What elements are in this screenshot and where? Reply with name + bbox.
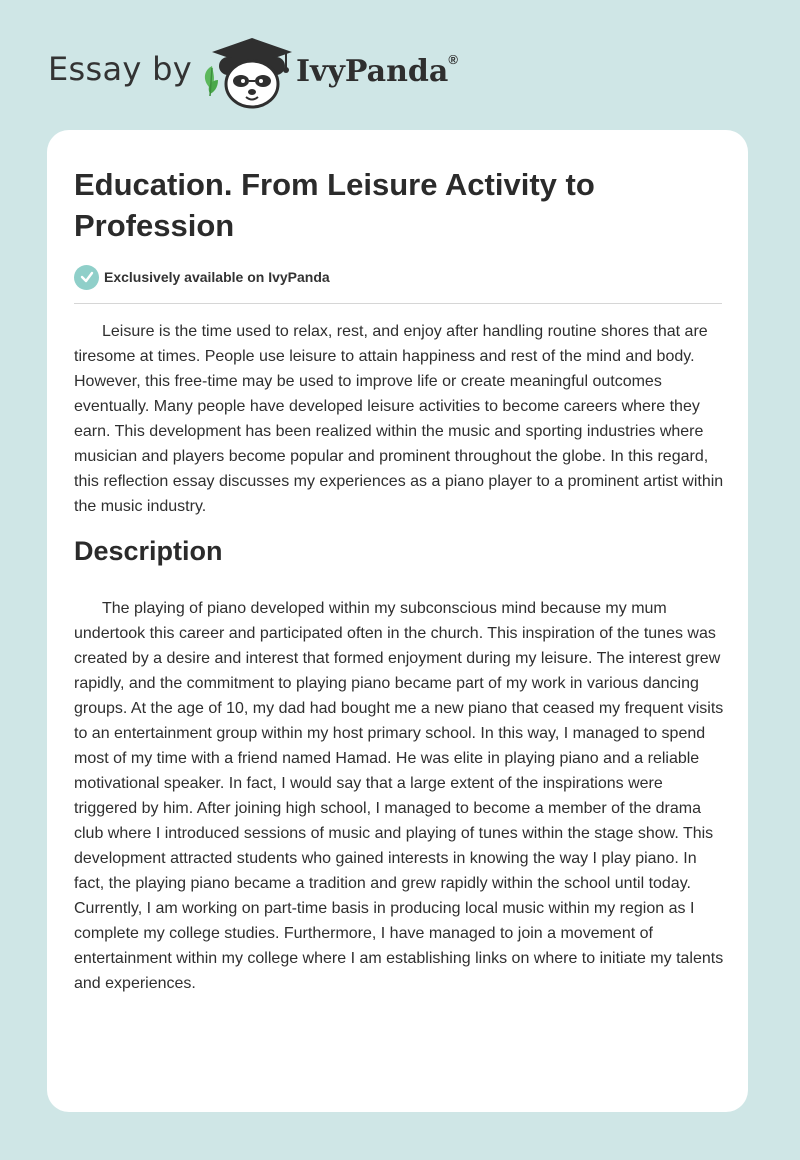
essay-title: Education. From Leisure Activity to Profession [74, 167, 595, 243]
check-icon [74, 265, 99, 290]
ivypanda-logo[interactable] [200, 36, 296, 110]
description-paragraph: The playing of piano developed within my subconscious mind because my mum undertook this career and participated often in the church. This inspiration of the tunes was created by a desire and interest that formed enjoyment during my leisure. The interest grew rapidly, and the commitment to playing piano became part of my work in various dancing groups. At the age of 10, my dad had bought me a new piano that ceased my frequent visits to an entertainment group within my host primary school. In this way, I managed to spend most of my time with a friend named Hamad. He was elite in playing piano and a reliable motivational speaker. In fact, I would say that a large extent of the inspirations were triggered by him. After joining high school, I managed to become a member of the drama club where I introduced sessions of music and playing of tunes within the stage show. This development attracted students who gained interests in knowing the way I play piano. In fact, the playing piano became a tradition and grew rapidly within the school until today. Currently, I am working on part-time basis in producing local music within my region as I complete my college studies. Furthermore, I have managed to join a movement of entertainment within my college where I am establishing links on where to initiate my talents and experiences. [74, 600, 724, 992]
exclusive-badge [74, 264, 330, 290]
exclusive-badge-label: Exclusively available on IvyPanda [104, 269, 330, 285]
brand-name: IvyPanda [296, 54, 449, 89]
intro-paragraph: Leisure is the time used to relax, rest, and enjoy after handling routine shores that are tiresome at times. People use leisure to attain happiness and rest of the mind and body. However, this free-time may be used to improve life or create meaningful outcomes eventually. Many people have developed leisure activities to become careers where they earn. This development has been realized within the music and sporting industries where musician and players become popular and prominent throughout the globe. In this regard, this reflection essay discusses my experiences as a piano player to a prominent artist within the music industry. [74, 323, 724, 515]
site-header [0, 0, 800, 130]
registered-mark: ® [448, 52, 458, 67]
essay-card [47, 130, 748, 1112]
section-heading: Description [74, 536, 223, 566]
panda-graduate-icon [200, 36, 296, 110]
ivypanda-brand[interactable] [296, 54, 458, 89]
title-divider [74, 303, 722, 304]
essay-by-label: Essay by [48, 50, 192, 88]
